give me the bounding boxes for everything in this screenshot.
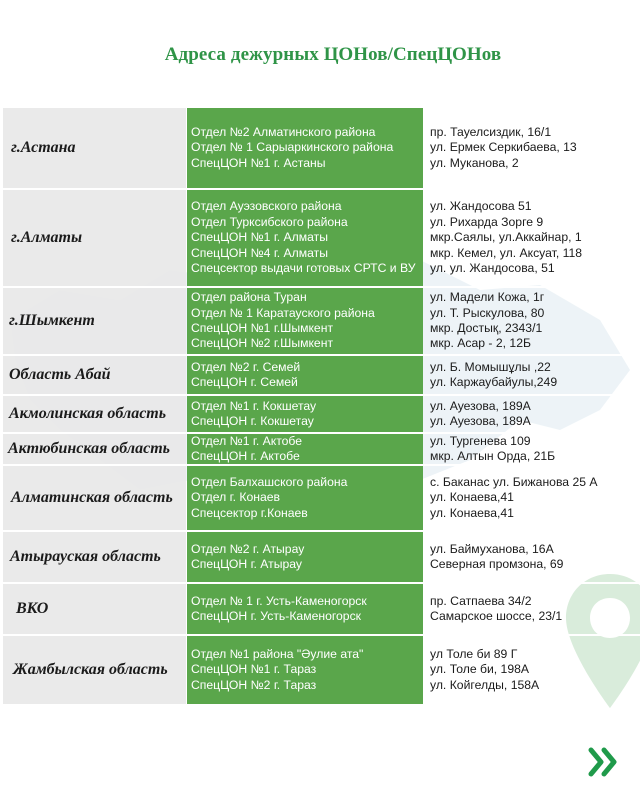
address-line: Северная промзона, 69 bbox=[430, 557, 564, 571]
address-line: пр. Сатпаева 34/2 bbox=[430, 593, 532, 608]
department-line: Отдел №2 г. Семей bbox=[191, 359, 301, 374]
region-name: Область Абай bbox=[9, 366, 111, 383]
department-line: Отдел № 1 г. Усть-Каменогорск bbox=[191, 593, 367, 608]
address-line: мкр. Алтын Орда, 21Б bbox=[430, 449, 556, 463]
address-line: ул. Ермек Серкибаева, 13 bbox=[430, 140, 577, 155]
department-line: Отдел Ауэзовского района bbox=[191, 199, 342, 214]
double-chevron-right-icon[interactable] bbox=[586, 744, 622, 780]
region-cell bbox=[3, 108, 186, 188]
table-row bbox=[0, 356, 640, 394]
address-line: ул. Т. Рыскулова, 80 bbox=[430, 305, 545, 320]
table-row bbox=[0, 532, 640, 582]
address-cell bbox=[424, 108, 640, 188]
table-row bbox=[0, 396, 640, 432]
department-line: Отдел №2 г. Атырау bbox=[191, 541, 305, 556]
department-line: СпецЦОН №1 г. Тараз bbox=[191, 662, 317, 677]
address-line: с. Баканас ул. Бижанова 25 А bbox=[430, 474, 598, 489]
department-line: СпецЦОН №4 г. Алматы bbox=[191, 245, 329, 260]
department-cell bbox=[187, 636, 423, 704]
department-cell bbox=[187, 356, 423, 394]
region-cell bbox=[3, 288, 186, 354]
department-line: СпецЦОН г. Семей bbox=[191, 375, 298, 389]
region-name: ВКО bbox=[16, 600, 49, 617]
department-line: СпецЦОН №2 г.Шымкент bbox=[191, 336, 334, 351]
address-line: ул. Муканова, 2 bbox=[430, 155, 519, 170]
region-cell bbox=[3, 434, 186, 464]
address-line: ул. Конаева,41 bbox=[430, 490, 514, 505]
address-cell bbox=[424, 466, 640, 530]
department-cell bbox=[187, 434, 423, 464]
department-line: Отдел Турксибского района bbox=[191, 214, 348, 229]
region-name: Акмолинская область bbox=[9, 405, 167, 422]
address-line: ул. Баймуханова, 16А bbox=[430, 541, 554, 556]
address-line: ул. Мадели Кожа, 1г bbox=[430, 290, 545, 305]
region-cell bbox=[3, 466, 186, 530]
department-cell bbox=[187, 466, 423, 530]
region-cell bbox=[3, 396, 186, 432]
address-line: ул. Конаева,41 bbox=[430, 505, 514, 520]
department-line: Отдел Балхашского района bbox=[191, 474, 348, 489]
department-line: СпецЦОН г. Усть-Каменогорск bbox=[191, 609, 362, 623]
region-cell bbox=[3, 584, 186, 634]
address-line: ул. Каржаубайулы,249 bbox=[430, 375, 558, 389]
region-name: Жамбылская область bbox=[13, 661, 168, 678]
address-line: Самарское шоссе, 23/1 bbox=[430, 609, 563, 623]
department-line: Отдел №1 г. Актобе bbox=[191, 434, 303, 448]
address-line: мкр. Асар - 2, 12Б bbox=[430, 336, 531, 351]
region-cell bbox=[3, 636, 186, 704]
address-line: ул. Жандосова 51 bbox=[430, 199, 532, 214]
department-cell bbox=[187, 396, 423, 432]
region-name: г.Астана bbox=[11, 139, 76, 156]
department-line: Отдел № 1 Каратауского района bbox=[191, 305, 375, 320]
department-line: Спецсектор выдачи готовых СРТС и ВУ bbox=[191, 261, 416, 276]
region-name: Актюбинская область bbox=[8, 440, 170, 457]
department-cell bbox=[187, 532, 423, 582]
page-title: Адреса дежурных ЦОНов/СпецЦОНов bbox=[164, 44, 502, 65]
department-line: Отдел №1 района "Әулие ата" bbox=[191, 646, 364, 661]
address-line: ул. Рихарда Зорге 9 bbox=[430, 214, 544, 229]
department-line: СпецЦОН №2 г. Тараз bbox=[191, 677, 317, 692]
address-line: ул. Толе би, 198А bbox=[430, 662, 530, 677]
address-line: ул. ул. Жандосова, 51 bbox=[430, 261, 555, 276]
department-line: СпецЦОН №1 г. Астаны bbox=[191, 155, 326, 170]
address-cell bbox=[424, 434, 640, 464]
address-cell bbox=[424, 288, 640, 354]
department-line: СпецЦОН №1 г. Алматы bbox=[191, 230, 329, 245]
region-name: Атырауская область bbox=[10, 548, 161, 565]
department-line: СпецЦОН г. Актобе bbox=[191, 449, 300, 463]
address-line: ул. Ауезова, 189А bbox=[430, 398, 531, 413]
address-line: мкр.Саялы, ул.Аккайнар, 1 bbox=[430, 230, 582, 245]
department-line: Спецсектор г.Конаев bbox=[191, 505, 308, 520]
department-cell bbox=[187, 288, 423, 354]
department-line: Отдел №2 Алматинского района bbox=[191, 124, 376, 139]
address-cell bbox=[424, 190, 640, 286]
address-cell bbox=[424, 396, 640, 432]
address-cell bbox=[424, 356, 640, 394]
table-row bbox=[0, 466, 640, 530]
address-line: ул Толе би 89 Г bbox=[430, 646, 518, 661]
address-cell bbox=[424, 532, 640, 582]
table-row bbox=[0, 434, 640, 464]
department-line: Отдел района Туран bbox=[191, 290, 307, 305]
department-line: СпецЦОН г. Атырау bbox=[191, 557, 303, 571]
region-name: г.Алматы bbox=[11, 229, 83, 246]
table-row bbox=[0, 584, 640, 634]
address-line: ул. Ауезова, 189А bbox=[430, 414, 531, 428]
address-line: ул. Койгелды, 158А bbox=[430, 677, 540, 692]
department-line: Отдел № 1 Сарыаркинского района bbox=[191, 140, 394, 155]
region-cell bbox=[3, 190, 186, 286]
region-cell bbox=[3, 356, 186, 394]
address-line: ул. Б. Момышұлы ,22 bbox=[430, 359, 551, 374]
address-line: ул. Тургенева 109 bbox=[430, 434, 531, 448]
table-row bbox=[0, 108, 640, 188]
department-cell bbox=[187, 584, 423, 634]
address-line: мкр. Кемел, ул. Аксуат, 118 bbox=[430, 245, 583, 260]
region-name: Алматинская область bbox=[11, 489, 173, 506]
address-cell bbox=[424, 636, 640, 704]
department-cell bbox=[187, 190, 423, 286]
region-cell bbox=[3, 532, 186, 582]
table-row bbox=[0, 636, 640, 704]
region-name: г.Шымкент bbox=[9, 312, 95, 329]
department-line: СпецЦОН №1 г.Шымкент bbox=[191, 321, 334, 335]
table-row bbox=[0, 190, 640, 286]
address-line: мкр. Достық, 2343/1 bbox=[430, 321, 543, 335]
department-line: Отдел г. Конаев bbox=[191, 490, 281, 505]
address-cell bbox=[424, 584, 640, 634]
department-line: Отдел №1 г. Кокшетау bbox=[191, 398, 317, 413]
department-line: СпецЦОН г. Кокшетау bbox=[191, 414, 314, 428]
table-row bbox=[0, 288, 640, 354]
address-line: пр. Тауелсиздик, 16/1 bbox=[430, 124, 552, 139]
department-cell bbox=[187, 108, 423, 188]
